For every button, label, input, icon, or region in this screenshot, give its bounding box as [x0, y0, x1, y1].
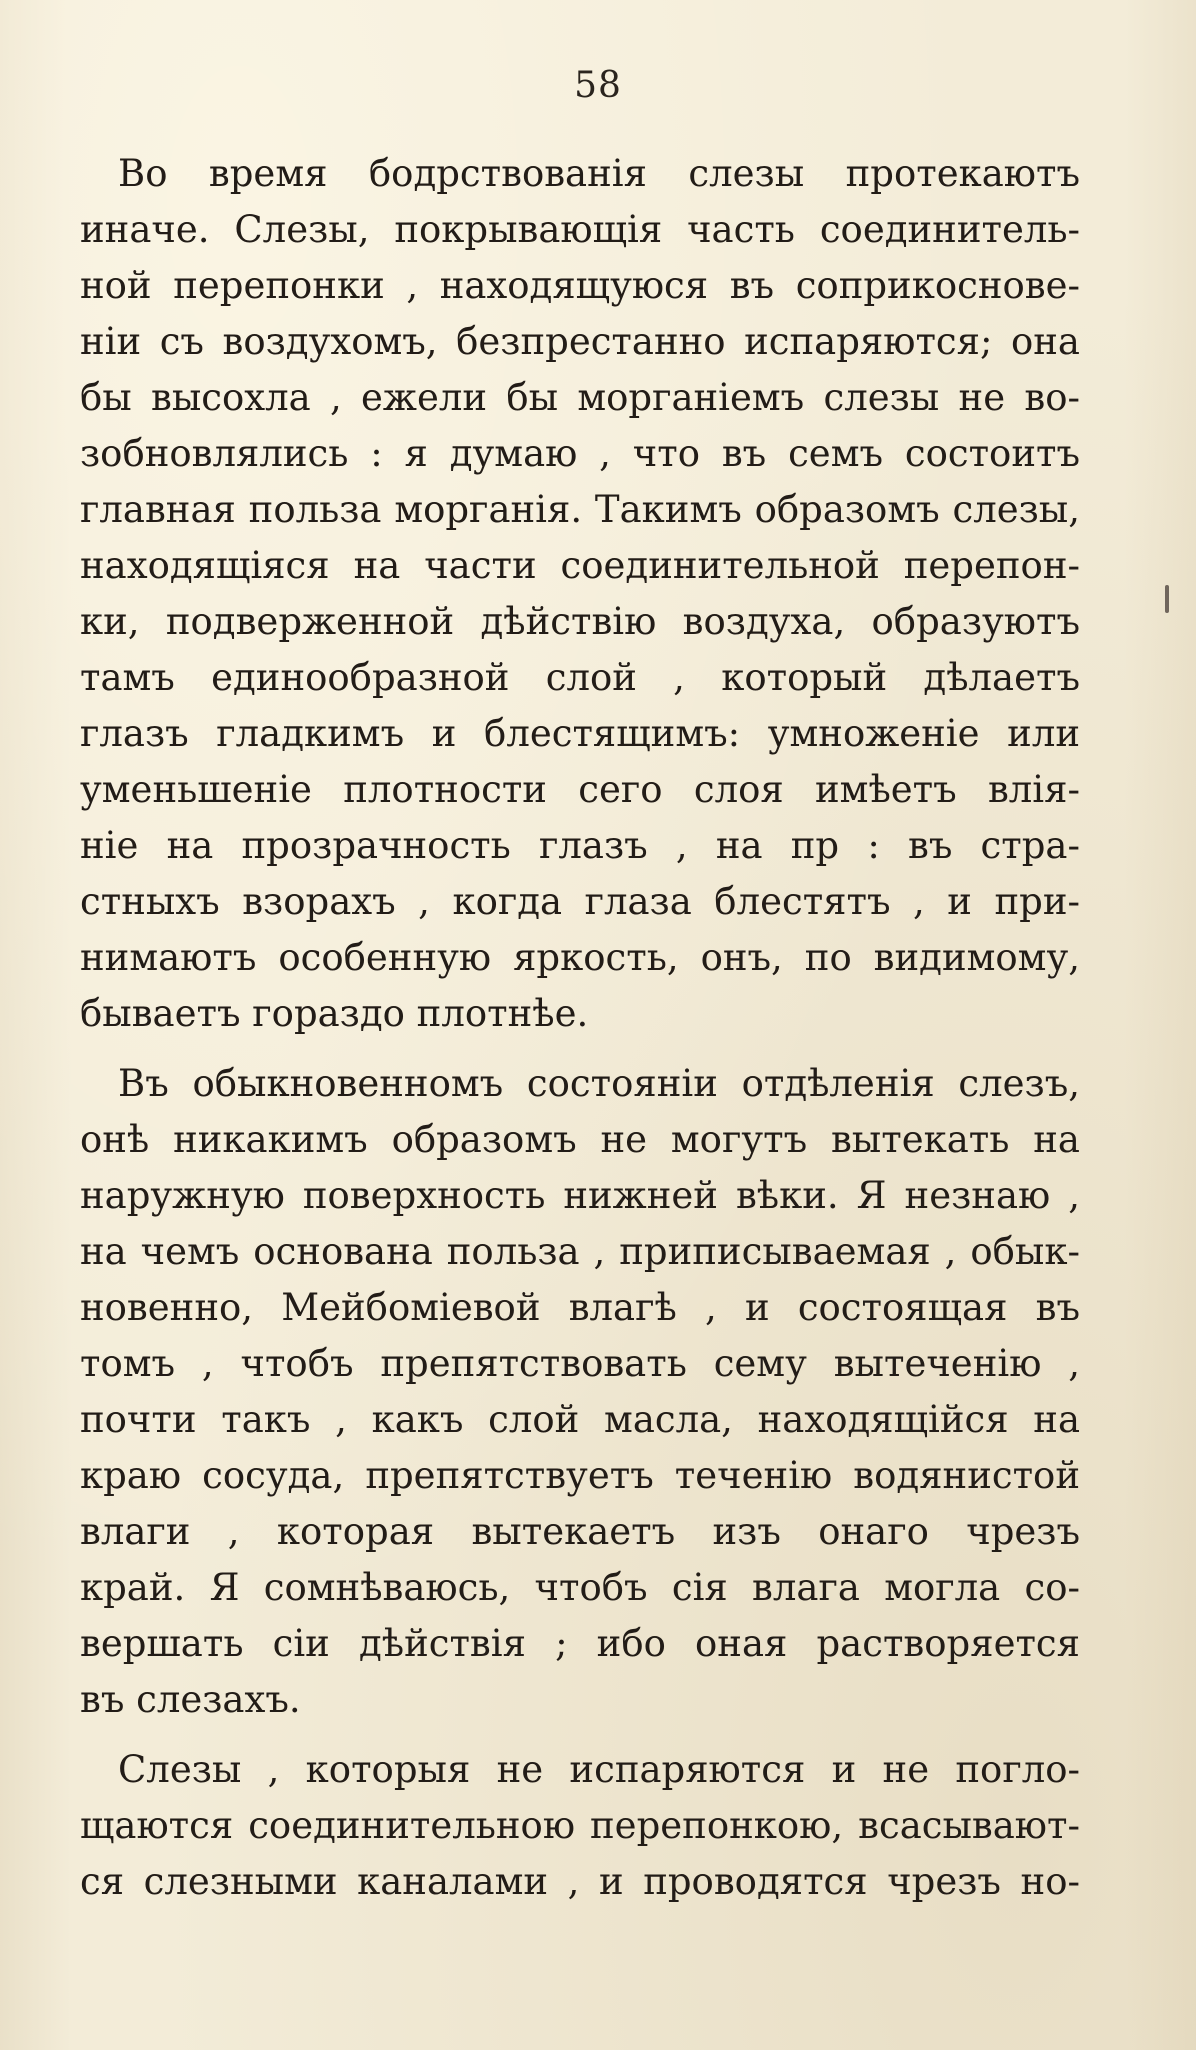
text-line: находящіяся на части соединительной перепон-: [80, 544, 1080, 587]
text-line: бываетъ гораздо плотнѣе.: [80, 992, 589, 1035]
text-line: наружную поверхность нижней вѣки. Я незнаю ,: [80, 1174, 1080, 1217]
text-line: томъ , чтобъ препятствовать сему вытеченію ,: [80, 1342, 1080, 1385]
text-line: ки, подверженной дѣйствію воздуха, образуютъ: [80, 600, 1080, 643]
text-line: щаются соединительною перепонкою, всасывают-: [80, 1804, 1080, 1847]
text-line: стныхъ взорахъ , когда глаза блестятъ , и при-: [80, 880, 1080, 923]
text-line: ной перепонки , находящуюся въ соприкоснове-: [80, 264, 1080, 307]
text-line: онѣ никакимъ образомъ не могутъ вытекать на: [80, 1118, 1080, 1161]
text-line: уменьшеніе плотности сего слоя имѣетъ влія-: [80, 768, 1080, 811]
text-line: влаги , которая вытекаетъ изъ онаго чрезъ: [80, 1510, 1080, 1553]
text-line: край. Я сомнѣваюсь, чтобъ сія влага могла со-: [80, 1566, 1080, 1609]
text-line: тамъ единообразной слой , который дѣлаетъ: [80, 656, 1080, 699]
body-text: [80, 146, 1080, 1910]
text-line: ніи съ воздухомъ, безпрестанно испаряются; она: [80, 320, 1080, 363]
text-line: глазъ гладкимъ и блестящимъ: умноженіе или: [80, 712, 1080, 755]
text-line: въ слезахъ.: [80, 1678, 301, 1721]
text-line: Слезы , которыя не испаряются и не погло-: [118, 1748, 1080, 1791]
text-line: зобновлялись : я думаю , что въ семъ состоитъ: [80, 432, 1080, 475]
page-number: 58: [574, 65, 622, 106]
text-line: ніе на прозрачность глазъ , на пр : въ стра-: [80, 824, 1080, 867]
text-line: бы высохла , ежели бы морганіемъ слезы не во-: [80, 376, 1080, 419]
text-line: почти такъ , какъ слой масла, находящійся на: [80, 1398, 1080, 1441]
paragraph-2: [80, 1056, 1080, 1728]
text-line: ся слезными каналами , и проводятся чрезъ но-: [80, 1860, 1080, 1903]
text-line: Въ обыкновенномъ состояніи отдѣленія слезъ,: [118, 1062, 1080, 1105]
text-line: главная польза морганія. Такимъ образомъ слезы,: [80, 488, 1080, 531]
text-line: Во время бодрствованія слезы протекаютъ: [118, 152, 1080, 195]
text-line: новенно, Мейбоміевой влагѣ , и состоящая въ: [80, 1286, 1080, 1329]
text-line: краю сосуда, препятствуетъ теченію водянистой: [80, 1454, 1080, 1497]
text-line: нимаютъ особенную яркость, онъ, по видимому,: [80, 936, 1080, 979]
text-line: иначе. Слезы, покрывающія часть соединитель-: [80, 208, 1080, 251]
paragraph-1: [80, 146, 1080, 1042]
margin-mark: [1165, 585, 1169, 613]
text-line: на чемъ основана польза , приписываемая , обык-: [80, 1230, 1080, 1273]
paragraph-3: [80, 1742, 1080, 1910]
text-line: вершать сіи дѣйствія ; ибо оная растворяется: [80, 1622, 1080, 1665]
